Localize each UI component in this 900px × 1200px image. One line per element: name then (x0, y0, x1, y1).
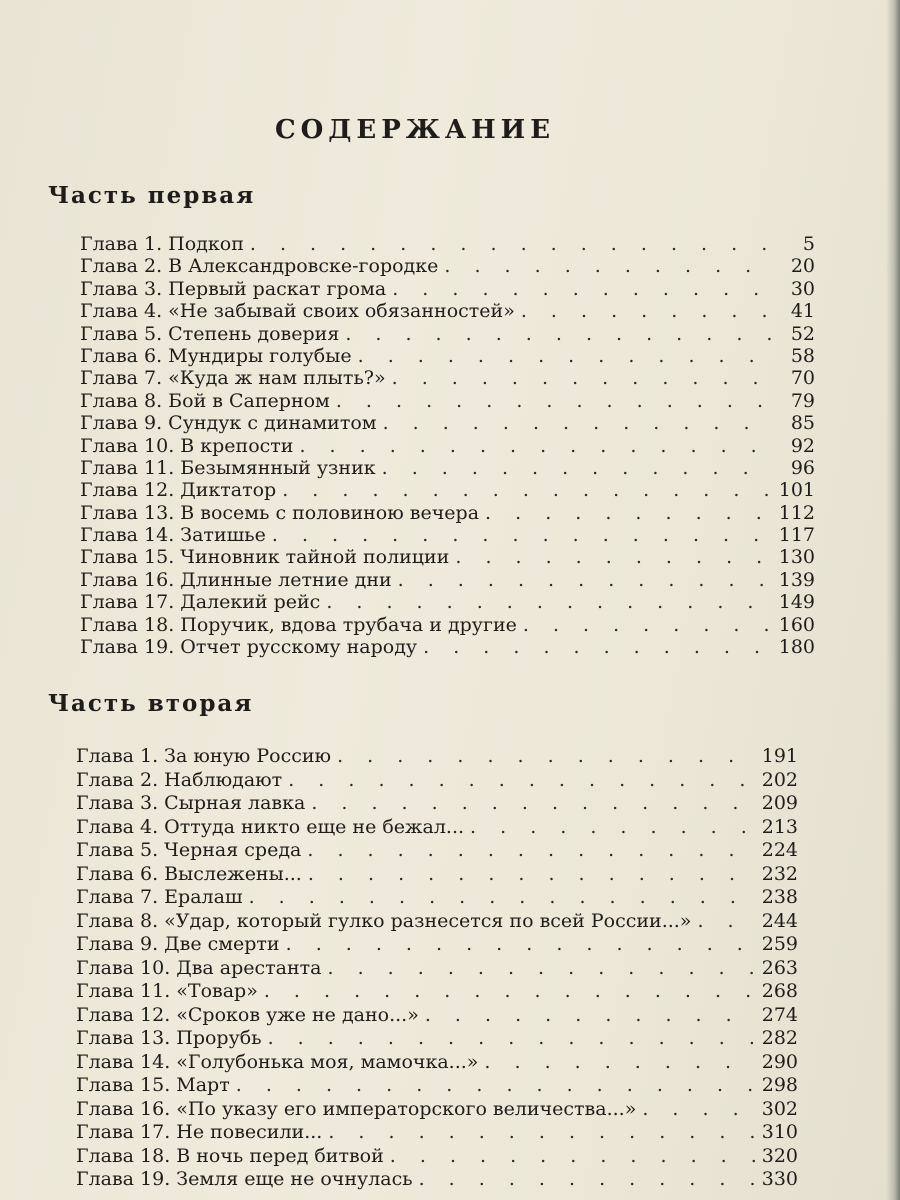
chapter-number: Глава 3. (80, 277, 163, 300)
chapter-number: Глава 2. (76, 768, 159, 791)
page-number: 5 (802, 233, 815, 255)
dot-leader (521, 300, 773, 322)
page-number: 302 (761, 1097, 798, 1120)
page-number: 244 (761, 909, 798, 932)
page-number: 330 (761, 1168, 798, 1190)
dot-leader (268, 1027, 756, 1051)
page-number: 209 (761, 792, 798, 814)
toc-entry (80, 569, 815, 591)
chapter-title: Прорубь (176, 1027, 262, 1049)
chapter-heading (76, 1145, 384, 1169)
chapter-title: Земля еще не очнулась (176, 1168, 413, 1190)
toc-entry (80, 300, 815, 322)
dot-leader (358, 345, 773, 367)
chapter-heading (76, 980, 258, 1004)
chapter-number: Глава 17. (80, 591, 175, 614)
dot-leader (249, 886, 756, 910)
toc-entry (76, 886, 798, 910)
page-number: 238 (761, 886, 798, 908)
chapter-title: Черная среда (164, 839, 302, 861)
chapter-heading (80, 323, 339, 345)
chapter-heading (76, 792, 305, 816)
chapter-title: Длинные летние дни (180, 568, 392, 591)
chapter-number: Глава 3. (76, 792, 159, 814)
toc-entry (80, 457, 815, 479)
toc-entry (76, 863, 798, 887)
chapter-heading (76, 1051, 478, 1075)
chapter-heading (76, 1074, 230, 1098)
dot-leader (345, 323, 773, 345)
chapter-title: «Удар, который гулко разнесется по всей России...» (164, 909, 692, 932)
chapter-number: Глава 4. (76, 815, 159, 838)
chapter-title: Далекий рейс (180, 591, 321, 614)
chapter-number: Глава 11. (80, 456, 175, 479)
chapter-title: Степень доверия (168, 322, 340, 345)
chapter-heading (80, 255, 438, 277)
chapter-heading (76, 933, 280, 957)
chapter-title: Наблюдают (164, 768, 283, 791)
chapter-number: Глава 13. (76, 1027, 171, 1049)
page-number: 101 (778, 479, 815, 502)
page-number: 52 (790, 322, 815, 345)
page-number: 298 (761, 1074, 798, 1096)
dot-leader (642, 1098, 755, 1122)
toc-entry (80, 390, 815, 412)
chapter-title: Не повесили... (176, 1121, 323, 1143)
page-number: 30 (790, 277, 815, 300)
page-edge-shadow (886, 0, 900, 1200)
chapter-number: Глава 4. (80, 300, 163, 323)
chapter-heading (76, 1121, 322, 1145)
page-number: 58 (790, 344, 815, 367)
page-number: 320 (761, 1144, 798, 1167)
page-number: 213 (761, 815, 798, 838)
dot-leader (288, 769, 756, 793)
chapter-title: «Не забывай своих обязанностей» (168, 300, 515, 323)
dot-leader (383, 412, 773, 434)
chapter-heading (80, 614, 517, 636)
chapter-heading (80, 233, 244, 255)
chapter-title: В восемь с половиною вечера (180, 501, 480, 524)
toc-entry (80, 614, 815, 636)
chapter-title: Мундиры голубые (168, 344, 352, 367)
part-one-chapter-list (80, 233, 815, 658)
chapter-title: Первый раскат грома (168, 277, 387, 300)
page-number: 70 (790, 367, 815, 390)
toc-entry (80, 323, 815, 345)
chapter-number: Глава 9. (76, 933, 159, 955)
dot-leader (392, 278, 773, 300)
chapter-title: Два арестанта (176, 956, 322, 979)
chapter-heading (80, 591, 320, 613)
chapter-heading (80, 412, 377, 434)
dot-leader (337, 745, 756, 769)
chapter-heading (76, 745, 331, 769)
dot-leader (308, 863, 756, 887)
dot-leader (299, 435, 773, 457)
chapter-heading (80, 367, 386, 389)
page-number: 268 (761, 980, 798, 1002)
dot-leader (444, 255, 773, 277)
dot-leader (485, 502, 773, 524)
chapter-title: «По указу его императорского величества...» (176, 1097, 637, 1120)
page-number: 117 (778, 524, 815, 547)
chapter-heading (76, 839, 301, 863)
chapter-heading (80, 569, 392, 591)
chapter-heading (80, 300, 515, 322)
chapter-title: Бой в Саперном (168, 389, 330, 412)
chapter-title: «Товар» (176, 980, 258, 1002)
chapter-number: Глава 8. (80, 389, 163, 412)
dot-leader (423, 636, 773, 658)
toc-entry (76, 1121, 798, 1145)
toc-entry (80, 524, 815, 546)
dot-leader (326, 591, 772, 613)
chapter-number: Глава 1. (80, 233, 163, 255)
chapter-number: Глава 11. (76, 980, 171, 1002)
chapter-heading (80, 278, 386, 300)
chapter-title: Ералаш (164, 886, 243, 908)
toc-entry (76, 816, 798, 840)
dot-leader (282, 479, 773, 501)
chapter-heading (80, 546, 449, 568)
part-two-chapter-list (76, 745, 798, 1192)
dot-leader (264, 980, 756, 1004)
chapter-number: Глава 14. (80, 524, 175, 547)
chapter-number: Глава 17. (76, 1121, 171, 1143)
dot-leader (286, 933, 756, 957)
chapter-title: Затишье (180, 524, 266, 547)
toc-entry (80, 278, 815, 300)
chapter-heading (76, 816, 464, 840)
chapter-title: «Куда ж нам плыть?» (168, 367, 386, 390)
chapter-heading (76, 910, 691, 934)
chapter-title: Оттуда никто еще не бежал... (164, 815, 465, 838)
chapter-number: Глава 12. (80, 479, 175, 502)
toc-entry (80, 636, 815, 658)
toc-entry (80, 345, 815, 367)
chapter-number: Глава 18. (80, 613, 175, 636)
part-two-heading: Часть вторая (48, 690, 254, 717)
dot-leader (311, 792, 755, 816)
page-number: 274 (761, 1003, 798, 1026)
part-one-heading: Часть первая (48, 182, 256, 209)
page-number: 263 (761, 956, 798, 979)
chapter-number: Глава 16. (76, 1097, 171, 1120)
chapter-title: Безымянный узник (180, 456, 376, 479)
chapter-heading (76, 1027, 262, 1051)
chapter-number: Глава 10. (80, 434, 175, 457)
toc-entry (76, 769, 798, 793)
page-number: 282 (761, 1027, 798, 1049)
chapter-heading (80, 479, 276, 501)
dot-leader (455, 546, 772, 568)
chapter-number: Глава 19. (76, 1168, 171, 1190)
chapter-heading (76, 1168, 413, 1192)
chapter-heading (80, 457, 376, 479)
dot-leader (398, 569, 773, 591)
page-number: 85 (790, 412, 815, 435)
toc-entry (76, 933, 798, 957)
chapter-number: Глава 8. (76, 909, 159, 932)
page-number: 290 (761, 1050, 798, 1073)
chapter-number: Глава 2. (80, 255, 163, 278)
toc-entry (76, 1168, 798, 1192)
chapter-heading (76, 1098, 636, 1122)
page-number: 112 (778, 501, 815, 524)
page-number: 202 (761, 768, 798, 791)
page-number: 310 (761, 1121, 798, 1143)
toc-entry (80, 233, 815, 255)
chapter-title: Поручик, вдова трубача и другие (180, 613, 517, 636)
chapter-title: «Сроков уже не дано...» (176, 1003, 419, 1026)
chapter-number: Глава 5. (80, 322, 163, 345)
chapter-number: Глава 7. (80, 367, 163, 390)
toc-entry (76, 1074, 798, 1098)
chapter-heading (80, 636, 417, 658)
dot-leader (390, 1145, 756, 1169)
chapter-heading (76, 886, 243, 910)
toc-entry (80, 591, 815, 613)
page-number: 224 (761, 839, 798, 861)
dot-leader (470, 816, 756, 840)
toc-entry (80, 502, 815, 524)
chapter-heading (80, 390, 330, 412)
toc-entry (76, 1027, 798, 1051)
chapter-heading (76, 1004, 419, 1028)
chapter-number: Глава 6. (76, 862, 159, 885)
page-number: 232 (761, 862, 798, 885)
chapter-number: Глава 15. (80, 546, 175, 569)
page-number: 130 (778, 546, 815, 569)
chapter-title: Подкоп (168, 233, 244, 255)
chapter-title: За юную Россию (164, 745, 332, 767)
chapter-number: Глава 6. (80, 344, 163, 367)
chapter-title: Сырная лавка (164, 792, 306, 814)
dot-leader (307, 839, 755, 863)
dot-leader (328, 1121, 755, 1145)
chapter-number: Глава 1. (76, 745, 159, 767)
chapter-number: Глава 14. (76, 1050, 171, 1073)
chapter-title: Диктатор (180, 479, 277, 502)
toc-entry (80, 479, 815, 501)
chapter-title: Сундук с динамитом (168, 412, 377, 435)
dot-leader (328, 957, 756, 981)
chapter-title: Две смерти (164, 933, 280, 955)
dot-leader (425, 1004, 756, 1028)
chapter-title: Март (176, 1074, 230, 1096)
chapter-number: Глава 19. (80, 636, 175, 659)
chapter-number: Глава 15. (76, 1074, 171, 1096)
chapter-number: Глава 10. (76, 956, 171, 979)
chapter-heading (80, 524, 266, 546)
toc-entry (76, 1098, 798, 1122)
chapter-heading (80, 345, 352, 367)
page-number: 79 (790, 389, 815, 412)
page-title: СОДЕРЖАНИЕ (274, 115, 556, 146)
toc-entry (80, 255, 815, 277)
chapter-title: Выслежены... (164, 862, 302, 885)
chapter-title: В ночь перед битвой (176, 1144, 384, 1167)
chapter-number: Глава 13. (80, 501, 175, 524)
toc-entry (76, 1051, 798, 1075)
page-number: 149 (778, 591, 815, 614)
chapter-heading (76, 957, 322, 981)
chapter-heading (76, 863, 302, 887)
chapter-heading (80, 502, 479, 524)
toc-entry (76, 1145, 798, 1169)
page-number: 41 (790, 300, 815, 323)
toc-entry (80, 367, 815, 389)
toc-entry (80, 435, 815, 457)
dot-leader (382, 457, 773, 479)
page-number: 191 (761, 745, 798, 767)
chapter-number: Глава 9. (80, 412, 163, 435)
chapter-heading (76, 769, 282, 793)
toc-entry (76, 1004, 798, 1028)
dot-leader (272, 524, 773, 546)
toc-entry (76, 839, 798, 863)
dot-leader (697, 910, 755, 934)
page-number: 92 (790, 434, 815, 457)
chapter-number: Глава 18. (76, 1144, 171, 1167)
chapter-title: «Голубонька моя, мамочка...» (176, 1050, 479, 1073)
chapter-number: Глава 12. (76, 1003, 171, 1026)
toc-entry (76, 910, 798, 934)
dot-leader (336, 390, 773, 412)
chapter-title: В Александровске-городке (168, 255, 439, 278)
toc-entry (80, 412, 815, 434)
dot-leader (419, 1168, 756, 1192)
dot-leader (392, 367, 773, 389)
page-number: 96 (790, 456, 815, 479)
dot-leader (484, 1051, 755, 1075)
toc-entry (80, 546, 815, 568)
page-number: 20 (790, 255, 815, 278)
page-number: 160 (778, 613, 815, 636)
chapter-number: Глава 16. (80, 568, 175, 591)
toc-entry (76, 957, 798, 981)
toc-entry (76, 792, 798, 816)
dot-leader (250, 233, 773, 255)
chapter-title: Чиновник тайной полиции (180, 546, 450, 569)
chapter-number: Глава 7. (76, 886, 159, 908)
page-number: 180 (778, 636, 815, 659)
chapter-title: В крепости (180, 434, 294, 457)
chapter-heading (80, 435, 293, 457)
toc-entry (76, 745, 798, 769)
dot-leader (523, 614, 773, 636)
chapter-title: Отчет русскому народу (180, 636, 418, 659)
page-number: 259 (761, 933, 798, 955)
toc-entry (76, 980, 798, 1004)
chapter-number: Глава 5. (76, 839, 159, 861)
page-number: 139 (778, 568, 815, 591)
dot-leader (236, 1074, 756, 1098)
